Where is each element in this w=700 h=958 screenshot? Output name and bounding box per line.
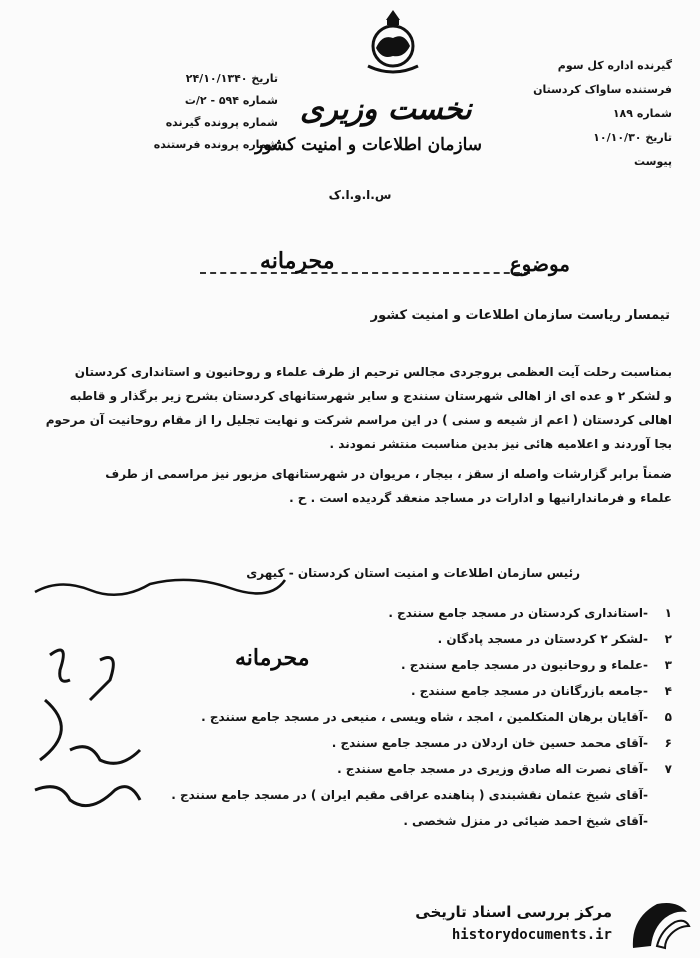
addressee: تیمسار ریاست سازمان اطلاعات و امنیت کشور	[370, 308, 670, 323]
right-number-value: ۱۸۹	[612, 107, 633, 120]
lion-and-sun-emblem-icon	[358, 8, 428, 78]
right-date-label: تاریخ	[645, 131, 672, 144]
list-item: ۴ - جامعه بازرگانان در مسجد جامع سنندج .	[32, 678, 672, 704]
list-text: جامعه بازرگانان در مسجد جامع سنندج .	[410, 684, 644, 698]
list-text: آقای محمد حسین خان اردلان در مسجد جامع سنندج .	[331, 736, 644, 750]
right-date-value: ۱۰/۱۰/۳۰	[593, 131, 642, 144]
archive-logo-icon	[627, 898, 691, 952]
body-line: اهالی کردستان ( اعم از شیعه و سنی ) در این مراسم شرکت و نهایت تجلیل را از مقام روحانیت آن مرحوم	[45, 413, 672, 427]
handwritten-confidential: محرمانه	[235, 645, 310, 671]
recipient-file-label: شماره پرونده گیرنده	[165, 116, 278, 129]
body-text	[32, 360, 672, 510]
signer-title: رئیس سازمان اطلاعات و امنیت استان کردستان - کیهری	[246, 566, 580, 580]
signature-scrawl-icon	[30, 570, 290, 600]
list-item: - آقای شیخ احمد ضیائی در منزل شخصی .	[32, 808, 672, 834]
subject-underline	[200, 272, 530, 274]
list-item: ۲ - لشکر ۲ کردستان در مسجد پادگان .	[32, 626, 672, 652]
list-number: ۳	[664, 658, 672, 672]
org-subtitle: سازمان اطلاعات و امنیت کشور	[255, 135, 483, 155]
list-item: ۵ - آقایان برهان المتکلمین ، امجد ، شاه ویسی ، منیعی در مسجد جامع سنندج .	[32, 704, 672, 730]
right-date-row	[512, 126, 672, 150]
list-text: لشکر ۲ کردستان در مسجد پادگان .	[437, 632, 644, 646]
body-line: بجا آوردند و اعلامیه هائی نیز بدین مناسبت منتشر نمودند .	[329, 437, 672, 451]
marginal-handwriting-icon	[30, 640, 160, 840]
body-line: علماء و فرماندارانیها و ادارات در مساجد منعقد گردیده است . ح .	[289, 491, 672, 505]
list-number: ۶	[664, 736, 672, 750]
date-value: ۲۴/۱۰/۱۳۴۰	[185, 72, 248, 85]
list-text: استانداری کردستان در مسجد جامع سنندج .	[388, 606, 644, 620]
watermark-url: historydocuments.ir	[451, 927, 612, 943]
org-title: نخست وزیری	[300, 92, 472, 127]
body-line: ضمناً برابر گزارشات واصله از سقز ، بیجار ، مریوان در شهرستانهای مزبور نیز مراسمی از طرف	[105, 467, 672, 481]
date-label: تاریخ	[251, 72, 278, 85]
list-number: ۲	[664, 632, 672, 646]
list-item: ۱ - استانداری کردستان در مسجد جامع سنندج .	[32, 600, 672, 626]
list-number	[648, 782, 672, 808]
list-item: - آقای شیخ عثمان نقشبندی ( پناهنده عراقی مقیم ایران ) در مسجد جامع سنندج .	[32, 782, 672, 808]
list-number: ۵	[664, 710, 672, 724]
header-meta-left	[78, 68, 278, 156]
sender: فرستنده ساواک کردستان	[533, 83, 672, 96]
list-number	[648, 808, 672, 834]
header-meta-right	[512, 54, 672, 174]
list-number: ۱	[664, 606, 672, 620]
recipient: گیرنده اداره کل سوم	[557, 59, 672, 72]
list-item: ۷ - آقای نصرت اله صادق وزیری در مسجد جامع سنندج .	[32, 756, 672, 782]
watermark-title: مرکز بررسی اسناد تاریخی	[415, 903, 612, 921]
subject-label: موضوع	[509, 252, 570, 276]
right-number-label: شماره	[636, 107, 672, 120]
subject-value: محرمانه	[260, 248, 335, 274]
list-item: ۶ - آقای محمد حسین خان اردلان در مسجد جامع سنندج .	[32, 730, 672, 756]
list-text: آقای نصرت اله صادق وزیری در مسجد جامع سنندج .	[337, 762, 644, 776]
org-code: س.ا.و.ا.ک	[328, 188, 392, 202]
right-number-row	[512, 102, 672, 126]
list-number: ۷	[664, 762, 672, 776]
list-item: ۳ - علماء و روحانیون در مسجد جامع سنندج .	[32, 652, 672, 678]
list-number: ۴	[664, 684, 672, 698]
list-text: آقای شیخ عثمان نقشبندی ( پناهنده عراقی مقیم ایران ) در مسجد جامع سنندج .	[171, 788, 644, 802]
number-label: شماره	[242, 94, 278, 107]
body-line: بمناسبت رحلت آیت العظمی بروجردی مجالس ترحیم از طرف علماء و روحانیون و استانداری کردستان	[74, 365, 672, 379]
list-text: علماء و روحانیون در مسجد جامع سنندج .	[401, 658, 644, 672]
attachment-label: پیوست	[634, 155, 672, 168]
number-row	[78, 90, 278, 112]
list-text: آقای شیخ احمد ضیائی در منزل شخصی .	[403, 814, 644, 828]
list-text: آقایان برهان المتکلمین ، امجد ، شاه ویسی ، منیعی در مسجد جامع سنندج .	[201, 710, 644, 724]
sender-file-label: شماره پرونده فرستنده	[153, 138, 278, 151]
number-value: ۵۹۴ - ۲/ت	[184, 94, 239, 107]
body-line: و لشکر ۲ و عده ای از اهالی شهرستان سنندج و سایر شهرستانهای کردستان بشرح زیر برگذار و قاطبه	[69, 389, 672, 403]
date-row	[78, 68, 278, 90]
